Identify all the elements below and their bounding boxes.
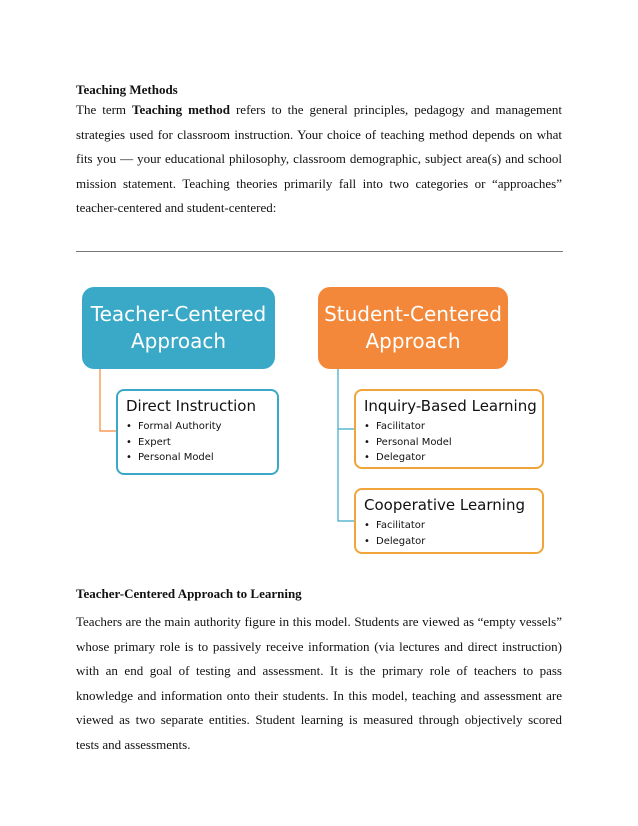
intro-term: Teaching method	[132, 102, 230, 117]
list-item: • Delegator	[364, 450, 542, 466]
list-item: • Facilitator	[364, 518, 542, 534]
list-item: • Personal Model	[126, 450, 277, 466]
teacher-centered-box: Teacher-Centered Approach	[82, 287, 275, 369]
list-item: • Expert	[126, 435, 277, 451]
connector-student-inquiry	[338, 369, 354, 429]
direct-instruction-box	[116, 389, 279, 475]
connector-student-cooperative	[338, 429, 354, 521]
intro-text-pre: The term	[76, 102, 133, 117]
direct-instruction-title: Direct Instruction	[126, 397, 256, 415]
student-centered-box: Student-Centered Approach	[318, 287, 508, 369]
inquiry-based-learning-list	[356, 419, 542, 466]
direct-instruction-list	[118, 419, 277, 466]
list-item: • Formal Authority	[126, 419, 277, 435]
intro-text-post: refers to the general principles, pedagogy and management strategies used for classroom instruction. Your choice of teaching method depends on what fits you — your educational philosophy, classroom demographic, subject area(s) and school mission statement. Teaching theories primarily fall into two categories or “approaches” teacher-centered and student-centered:	[76, 102, 562, 215]
section-heading: Teaching Methods	[76, 82, 178, 97]
list-item: • Personal Model	[364, 435, 542, 451]
cooperative-learning-title: Cooperative Learning	[364, 496, 525, 514]
section2-heading: Teacher-Centered Approach to Learning	[76, 586, 302, 601]
list-item: • Delegator	[364, 534, 542, 550]
section2-paragraph: Teachers are the main authority figure in this model. Students are viewed as “empty vessels” whose primary role is to passively receive information (via lectures and direct instruction) with an end goal of testing and assessment. It is the primary role of teachers to pass knowledge and information onto their students. In this model, teaching and assessment are viewed as two separate entities. Student learning is measured through objectively scored tests and assessments.	[76, 614, 562, 752]
inquiry-based-learning-title: Inquiry-Based Learning	[364, 397, 537, 415]
cooperative-learning-list	[356, 518, 542, 549]
connector-teacher-direct	[100, 369, 116, 431]
cooperative-learning-box	[354, 488, 544, 554]
inquiry-based-learning-box	[354, 389, 544, 469]
list-item: • Facilitator	[364, 419, 542, 435]
